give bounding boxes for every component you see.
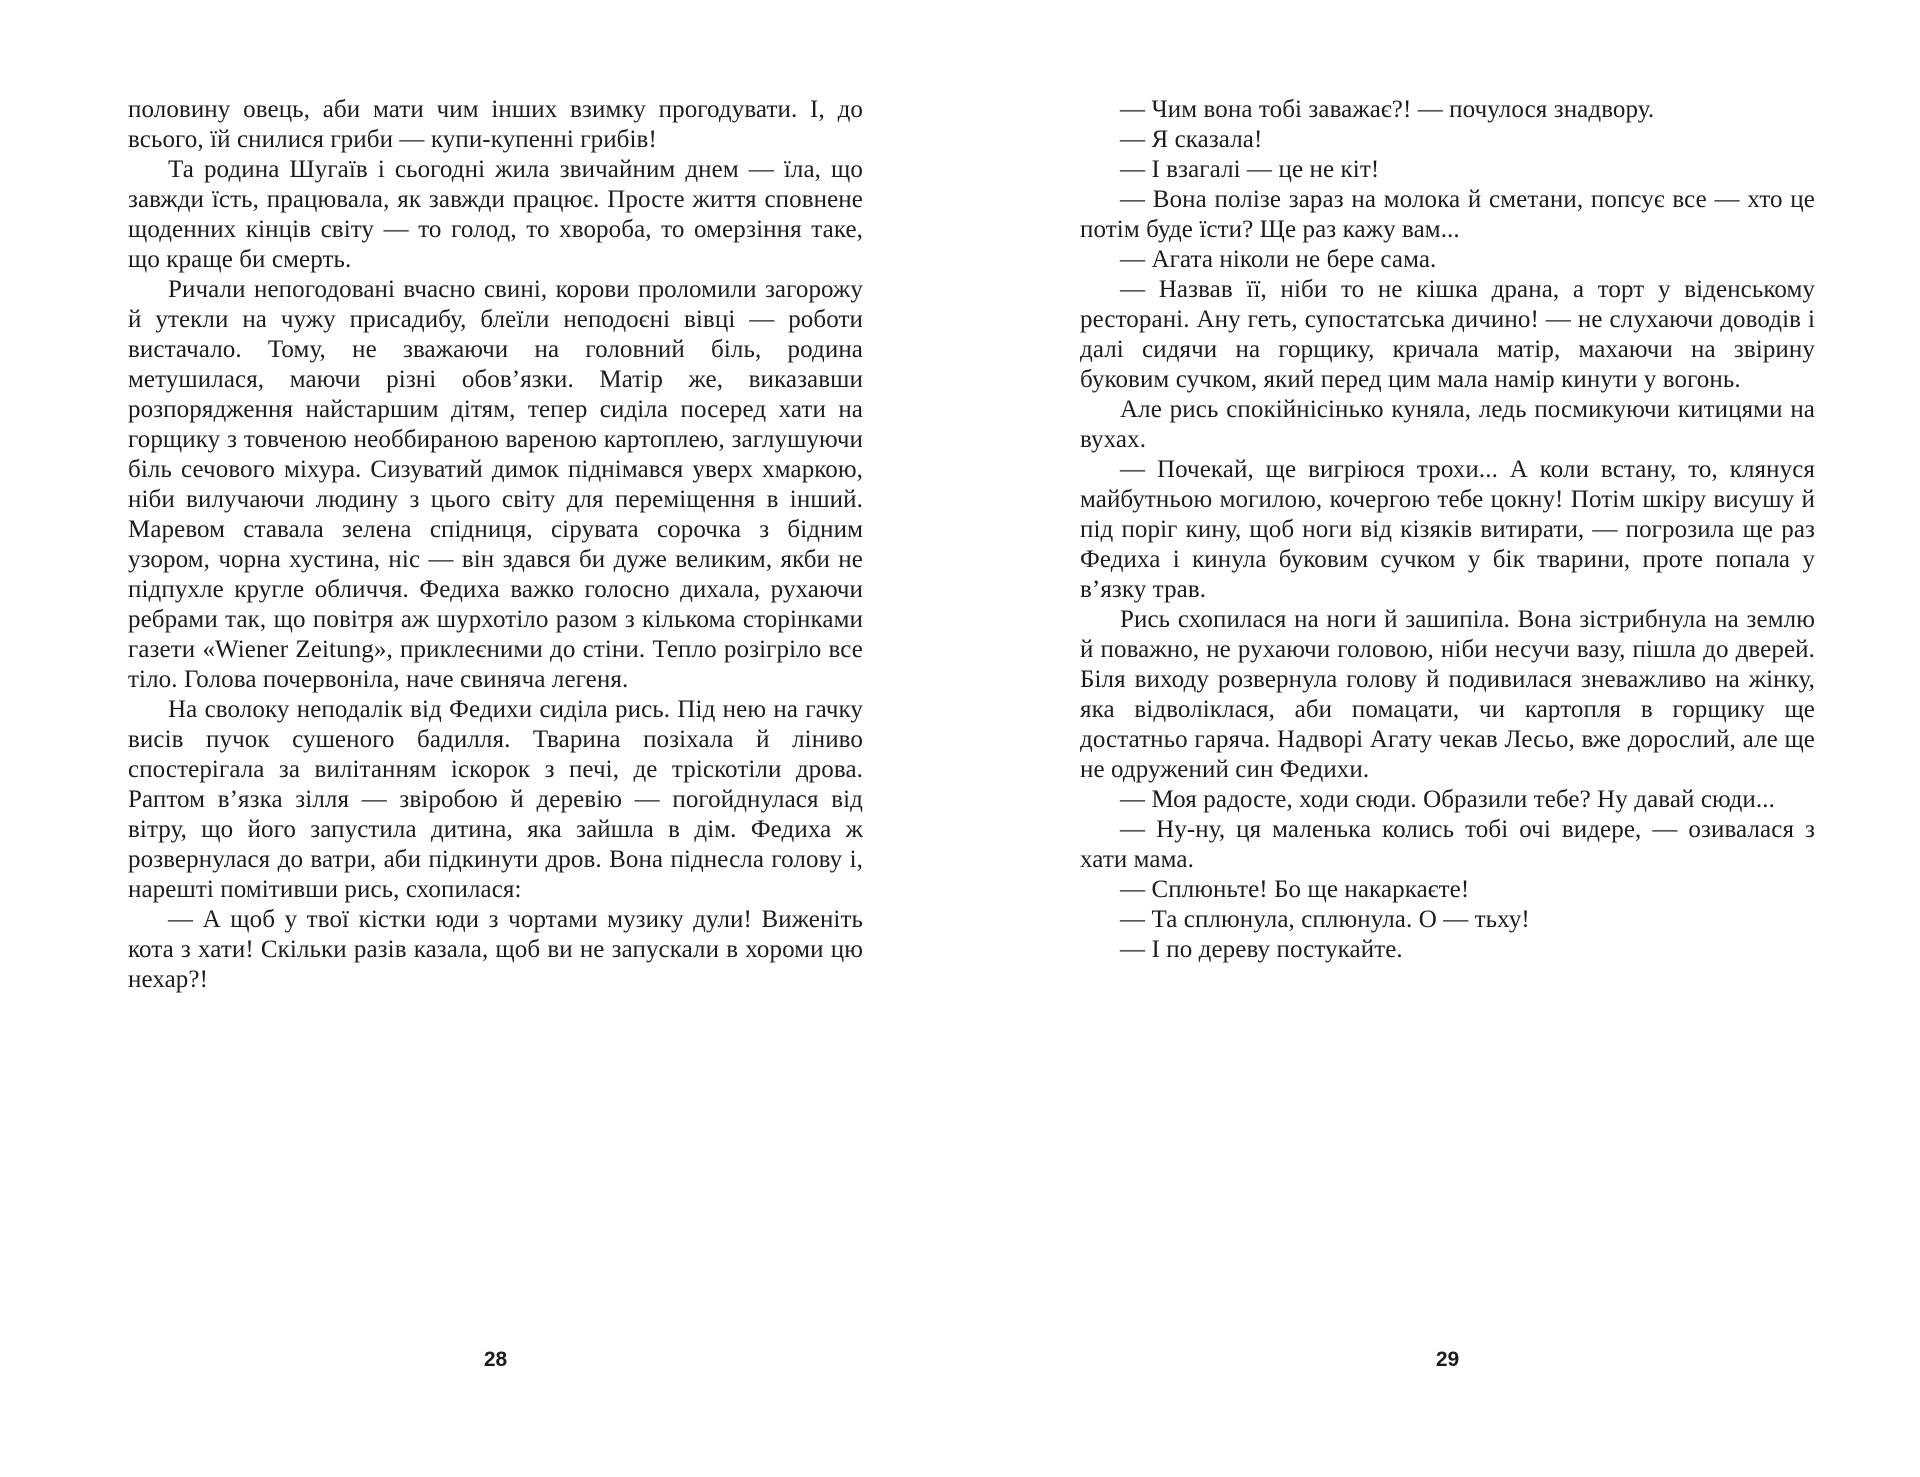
paragraph: — І по дереву постукайте. (1120, 936, 1403, 963)
page-number-right: 29 (1435, 1348, 1460, 1371)
paragraph: На сволоку неподалік від Федихи сиділа рись. Під нею на гачку висів пучок сушеного бадилля. Тварина позіхала й ліниво спостерігала за вилітанням іскорок з печі, де тріскотіли дрова. Раптом в’язка зілля — звіробою й деревію — погойднулася від вітру, що його запустила дитина, яка зайшла в дім. Федиха ж розвернулася до ватри, аби підкинути дров. Вона піднесла голову і, нарешті помітивши рись, схопилася: (128, 696, 863, 903)
paragraph: Але рись спокійнісінько куняла, ледь посмикуючи китицями на вухах. (1080, 396, 1815, 453)
paragraph: — Я сказала! (1120, 126, 1263, 153)
paragraph: Ричали непогодовані вчасно свині, корови проломили загорожу й утекли на чужу присадибу, блеїли неподоєні вівці — роботи вистачало. Тому, не зважаючи на головний біль, родина метушилася, маючи різні обов’язки. Матір же, виказавши розпорядження найстаршим дітям, тепер сиділа посеред хати на горщику з товченою необбираною вареною картоплею, заглушуючи біль сечового міхура. Сизуватий димок піднімався уверх хмаркою, ніби вилучаючи людину з цього світу для переміщення в інший. Маревом ставала зелена спідниця, сірувата сорочка з бідним узором, чорна хустина, ніс — він здався би дуже великим, якби не підпухле кругле обличчя. Федиха важко голосно дихала, рухаючи ребрами так, що повітря аж шурхотіло разом з кількома сторінками газети «Wiener Zeitung», приклеєними до стіни. Тепло розігріло все тіло. Голова почервоніла, наче свиняча легеня. (128, 276, 863, 693)
paragraph: Та родина Шугаїв і сьогодні жила звичайним днем — їла, що завжди їсть, працювала, як завжди працює. Просте життя сповнене щоденних кінців світу — то голод, то хвороба, то омерзіння таке, що краще би смерть. (128, 156, 863, 273)
paragraph: — Ну-ну, ця маленька колись тобі очі видере, — озивалася з хати мама. (1080, 816, 1815, 873)
paragraph: — Вона полізе зараз на молока й сметани, попсує все — хто це потім буде їсти? Ще раз кажу вам... (1080, 186, 1815, 243)
paragraph: — Назвав її, ніби то не кішка драна, а торт у віденському ресторані. Ану геть, супостатська дичино! — не слухаючи доводів і далі сидячи на горщику, кричала матір, махаючи на звірину буковим сучком, який перед цим мала намір кинути у вогонь. (1080, 276, 1815, 393)
paragraph: Рись схопилася на ноги й зашипіла. Вона зістрибнула на землю й поважно, не рухаючи головою, ніби несучи вазу, пішла до дверей. Біля виходу розвернула голову й подивилася зневажливо на жінку, яка відволіклася, аби помацати, чи картопля в горщику ще достатньо гаряча. Надворі Агату чекав Лесьо, вже дорослий, але ще не одружений син Федихи. (1080, 606, 1815, 783)
page-left (128, 95, 863, 995)
paragraph: половину овець, аби мати чим інших взимку прогодувати. І, до всього, їй снилися гриби — купи-купенні грибів! (128, 96, 863, 153)
page-right (1080, 95, 1815, 965)
paragraph: — Чим вона тобі заважає?! — почулося знадвору. (1120, 96, 1655, 123)
page-number-left: 28 (483, 1348, 508, 1371)
paragraph: — Сплюньте! Бо ще накаркаєте! (1120, 876, 1470, 903)
paragraph: — Агата ніколи не бере сама. (1120, 246, 1437, 273)
paragraph: — Моя радосте, ходи сюди. Образили тебе? Ну давай сюди... (1120, 786, 1775, 813)
paragraph: — Почекай, ще вигріюся трохи... А коли встану, то, клянуся майбутньою могилою, кочергою тебе цокну! Потім шкіру висушу й під поріг кину, щоб ноги від кізяків витирати, — погрозила ще раз Федиха і кинула буковим сучком у бік тварини, проте попала у в’язку трав. (1080, 456, 1815, 603)
paragraph: — Та сплюнула, сплюнула. О — тьху! (1120, 906, 1530, 933)
paragraph: — А щоб у твої кістки юди з чортами музику дули! Виженіть кота з хати! Скільки разів казала, щоб ви не запускали в хороми цю нехар?! (128, 906, 863, 993)
paragraph: — І взагалі — це не кіт! (1120, 156, 1380, 183)
